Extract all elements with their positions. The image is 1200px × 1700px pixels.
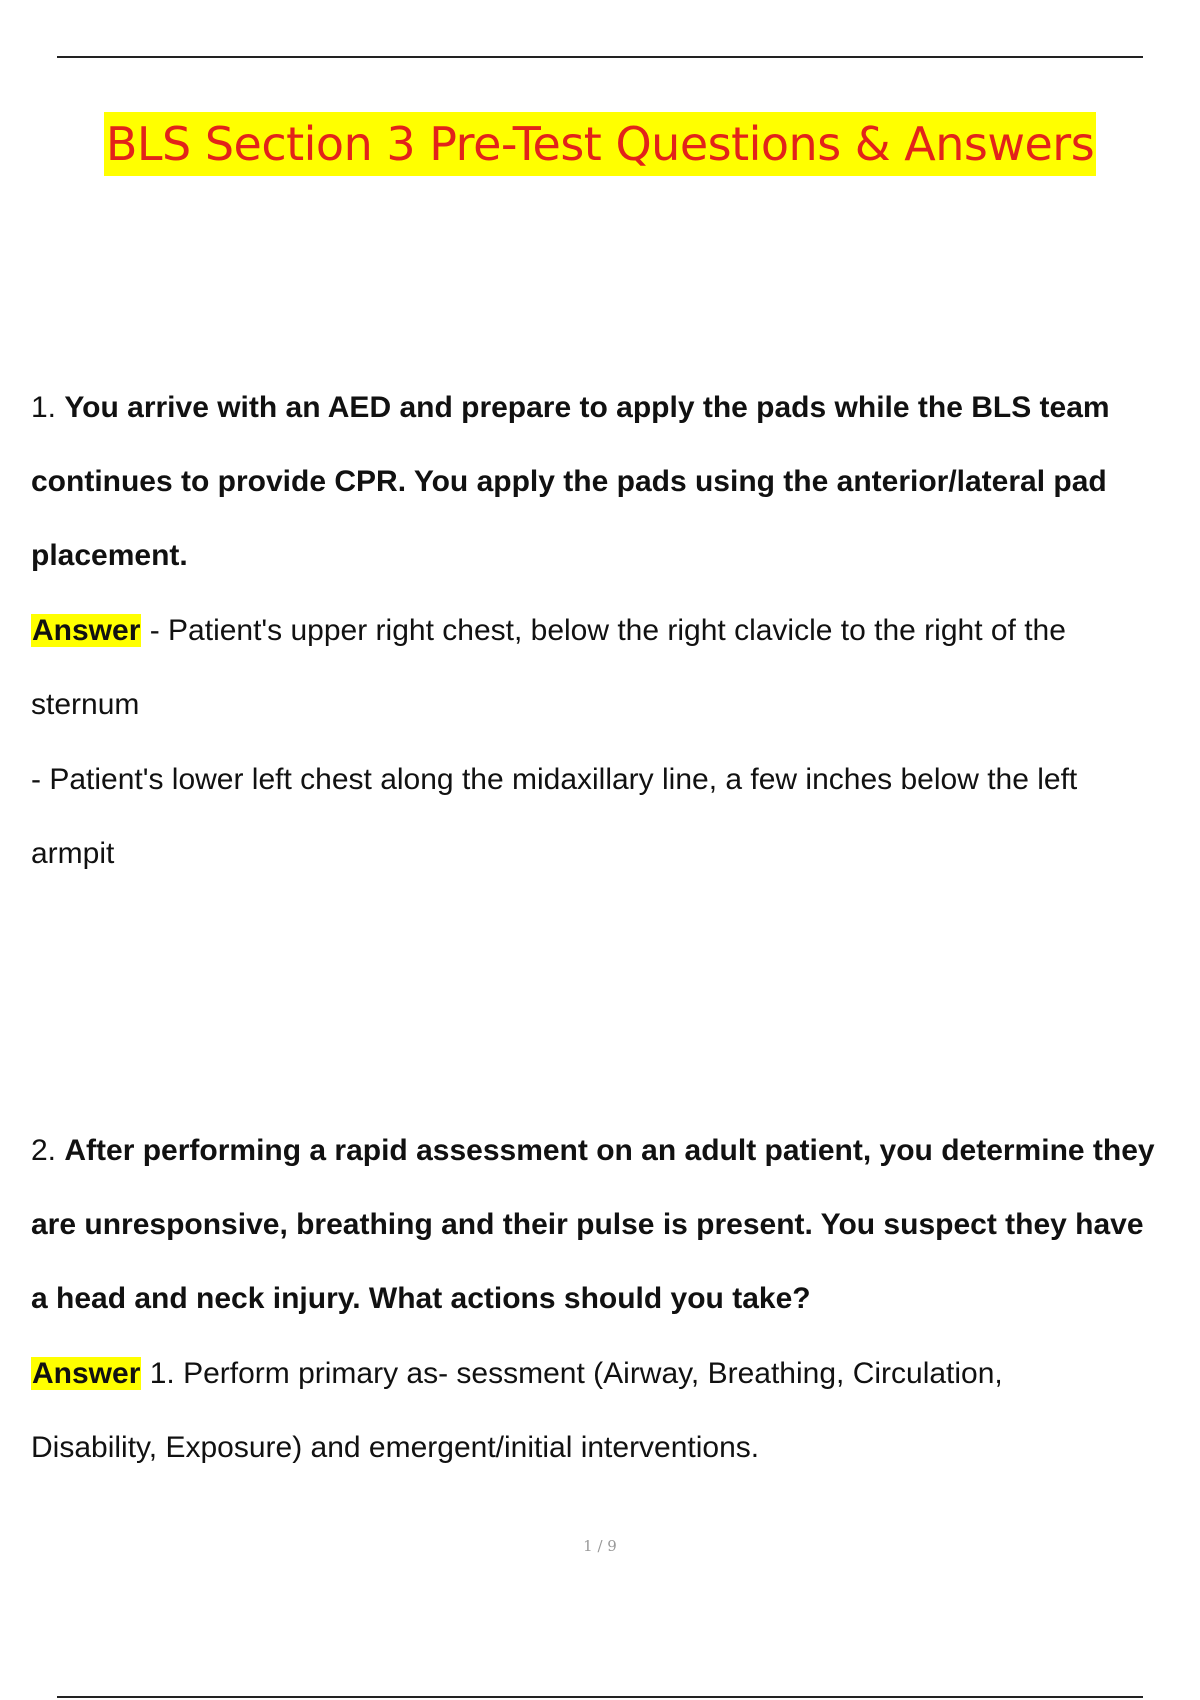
document-title: BLS Section 3 Pre-Test Questions & Answers (104, 112, 1096, 176)
question-1-number: 1. (31, 391, 57, 424)
question-1-text-1: You arrive with an AED and prepare to apply the pads while the BLS team (64, 391, 1110, 424)
answer-1-line-3: - Patient's lower left chest along the midaxillary line, a few inches below the left (31, 763, 1078, 796)
answer-1-label: Answer (32, 614, 141, 647)
bottom-rule (57, 1696, 1143, 1698)
question-2-number: 2. (31, 1134, 57, 1167)
answer-1-line-1 (31, 611, 1066, 651)
answer-1-line-2: sternum (31, 688, 140, 721)
title-container (0, 112, 1200, 176)
page-number: 1 / 9 (583, 1537, 617, 1555)
top-rule (57, 56, 1143, 58)
answer-1-text-1: - Patient's upper right chest, below the right clavicle to the right of the (141, 614, 1066, 647)
answer-2-text-1: 1. Perform primary as- sessment (Airway, Breathing, Circulation, (141, 1357, 1003, 1390)
question-1-line-2: continues to provide CPR. You apply the pads using the anterior/lateral pad (31, 465, 1107, 498)
answer-2-line-1 (31, 1354, 1003, 1394)
question-2-text-1: After performing a rapid assessment on an adult patient, you determine they (64, 1134, 1155, 1167)
question-2-line-2: are unresponsive, breathing and their pulse is present. You suspect they have (31, 1208, 1144, 1241)
question-1-line-3: placement. (31, 539, 188, 572)
question-1-line-1 (31, 388, 1110, 428)
answer-1-line-4: armpit (31, 837, 115, 870)
question-2-line-1 (31, 1131, 1155, 1171)
question-2-line-3: a head and neck injury. What actions should you take? (31, 1282, 811, 1315)
answer-2-label: Answer (32, 1357, 141, 1390)
answer-2-line-2: Disability, Exposure) and emergent/initial interventions. (31, 1431, 760, 1464)
